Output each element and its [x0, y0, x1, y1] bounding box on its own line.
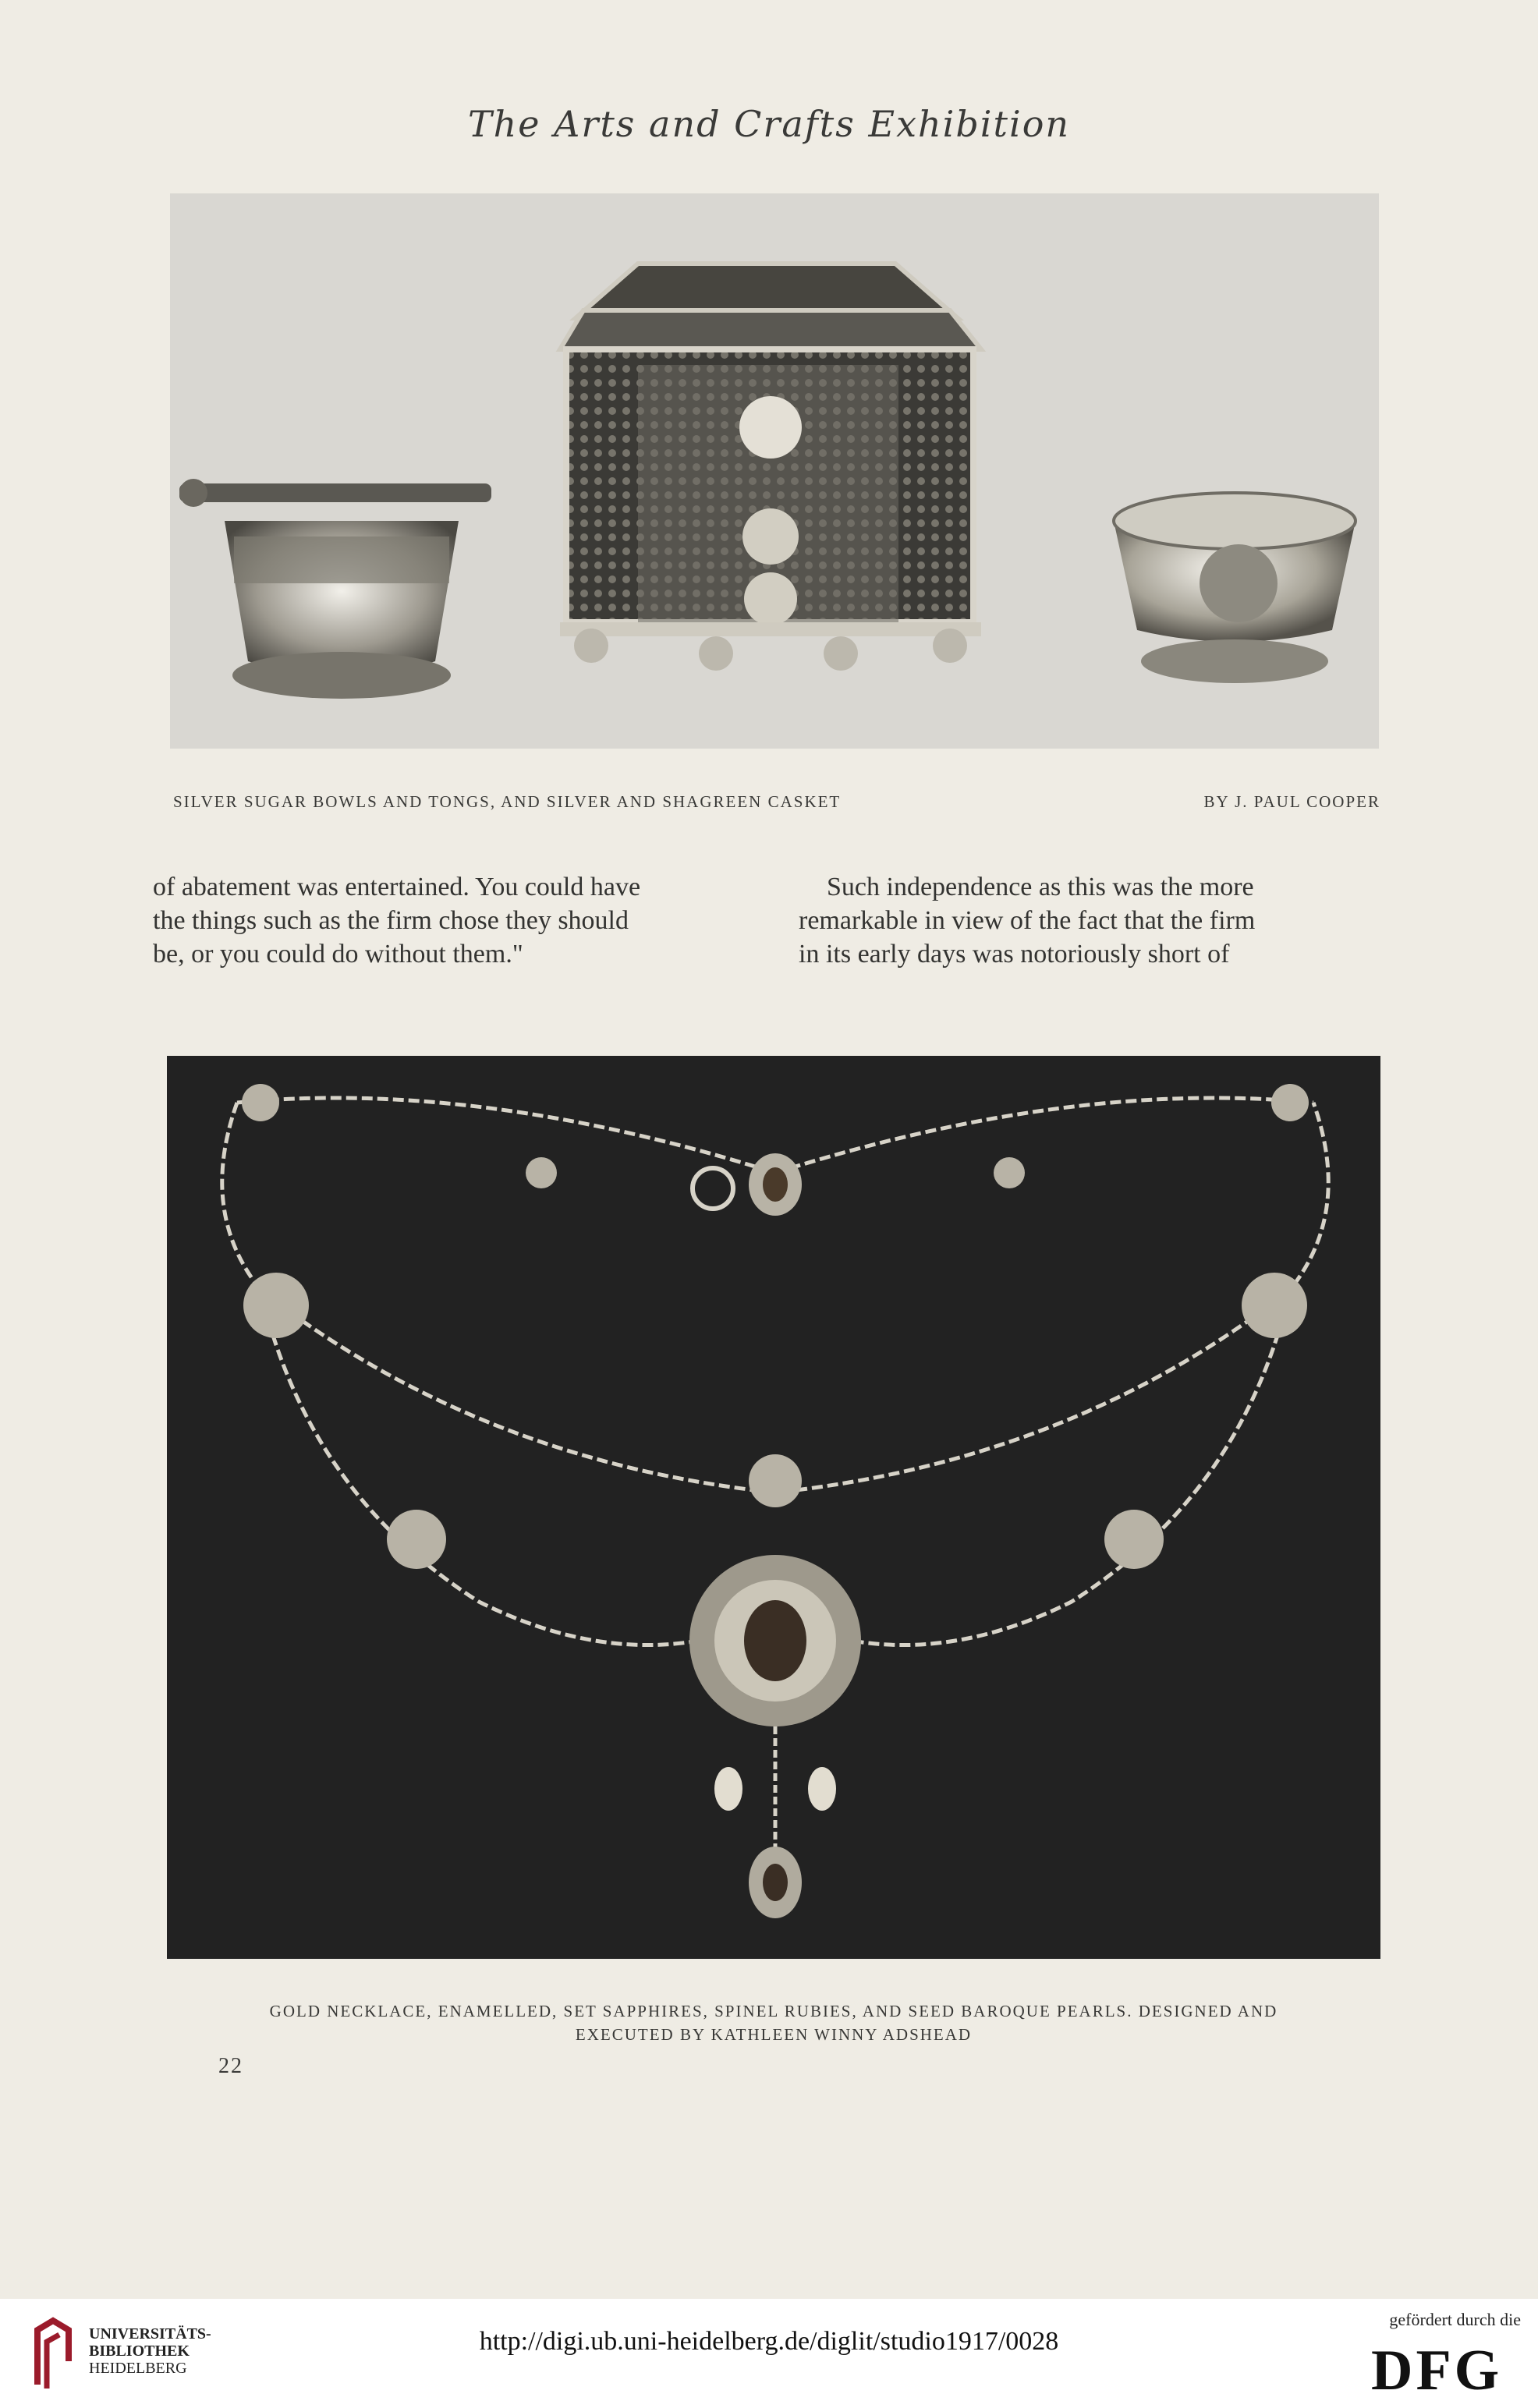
- central-pendant: [689, 1555, 861, 1918]
- page-number: 22: [218, 2054, 243, 2078]
- text-line: of abatement was entertained. You could have: [153, 873, 641, 901]
- library-line: UNIVERSITÄTS-: [89, 2325, 211, 2342]
- text-line: remarkable in view of the fact that the firm: [799, 906, 1256, 935]
- text-line: be, or you could do without them.": [153, 940, 523, 969]
- source-url-link[interactable]: http://digi.ub.uni-heidelberg.de/diglit/studio1917/0028: [479, 2327, 1059, 2356]
- silverware-photograph: [170, 193, 1379, 749]
- text-line: in its early days was notoriously short of: [799, 940, 1230, 969]
- shagreen-casket: [560, 264, 981, 671]
- caption-line: EXECUTED BY KATHLEEN WINNY ADSHEAD: [575, 2025, 973, 2044]
- top-plate-credit: BY J. PAUL COOPER: [1203, 792, 1380, 811]
- library-line: HEIDELBERG: [89, 2360, 187, 2377]
- text-line: the things such as the firm chose they should: [153, 906, 629, 935]
- necklace-photograph: [167, 1056, 1380, 1959]
- text-column-left: [153, 870, 771, 971]
- running-title: The Arts and Crafts Exhibition: [467, 103, 1071, 145]
- right-sugar-bowl: [1114, 493, 1355, 683]
- top-plate-caption: SILVER SUGAR BOWLS AND TONGS, AND SILVER AND SHAGREEN CASKET: [173, 792, 842, 811]
- caption-line: GOLD NECKLACE, ENAMELLED, SET SAPPHIRES, SPINEL RUBIES, AND SEED BAROQUE PEARLS. DESIGNED AND: [269, 2002, 1278, 2020]
- library-line: BIBLIOTHEK: [89, 2342, 190, 2360]
- funding-label: gefördert durch die: [1389, 2310, 1521, 2329]
- dfg-logo: DFG: [1371, 2339, 1503, 2403]
- text-line: Such independence as this was the more: [827, 873, 1254, 901]
- text-column-right: [799, 870, 1416, 971]
- tongs: [179, 483, 491, 502]
- bottom-plate-caption: [167, 1999, 1380, 2046]
